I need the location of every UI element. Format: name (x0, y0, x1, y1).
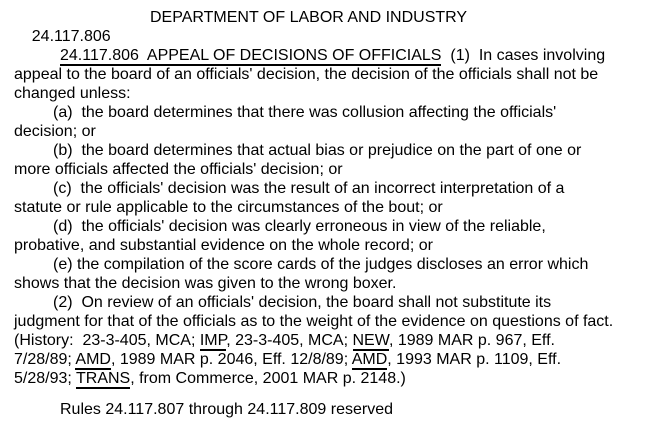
page-header (14, 8, 633, 45)
underlined-text: NEW (352, 332, 389, 349)
document-line (14, 217, 633, 236)
document-line (14, 293, 633, 312)
underlined-text: TRANS (75, 370, 131, 387)
text-segment: (1) In cases involving (441, 47, 606, 64)
document-line (14, 160, 633, 179)
header-department-title: DEPARTMENT OF LABOR AND INDUSTRY (150, 9, 468, 26)
text-segment: changed unless: (14, 85, 131, 102)
rule-text-body (14, 46, 633, 388)
document-line (14, 84, 633, 103)
text-segment: statute or rule applicable to the circumstances of the bout; or (14, 199, 443, 216)
document-line (14, 274, 633, 293)
document-line (14, 312, 633, 331)
text-segment: 5/28/93; (14, 370, 76, 387)
document-line (14, 350, 633, 369)
document-line (14, 65, 633, 84)
document-line (14, 255, 633, 274)
underlined-text: 24.117.806 APPEAL OF DECISIONS OF OFFICIALS (60, 47, 442, 64)
underlined-text: IMP (199, 332, 227, 349)
text-segment: (e) the compilation of the score cards of the judges discloses an error which (53, 256, 589, 273)
text-segment: (d) the officials' decision was clearly erroneous in view of the reliable, (53, 218, 546, 235)
text-segment: appeal to the board of an officials' decision, the decision of the officials shall not be (14, 66, 599, 83)
reserved-rules-note: Rules 24.117.807 through 24.117.809 reserved (60, 401, 393, 418)
document-line (14, 141, 633, 160)
text-segment: (a) the board determines that there was collusion affecting the officials' (53, 104, 557, 121)
document-line (14, 179, 633, 198)
document-line (14, 369, 633, 388)
text-segment: , 1993 MAR p. 1109, Eff. (387, 351, 562, 368)
text-segment: more officials affected the officials' decision; or (14, 161, 343, 178)
text-segment: , 23-3-405, MCA; (226, 332, 353, 349)
text-segment: (2) On review of an officials' decision, the board shall not substitute its (53, 294, 552, 311)
text-segment: (c) the officials' decision was the result of an incorrect interpretation of a (53, 180, 565, 197)
document-line (14, 236, 633, 255)
text-segment: judgment for that of the officials as to the weight of the evidence on questions of fact. (14, 313, 614, 330)
text-segment: , 1989 MAR p. 967, Eff. (388, 332, 555, 349)
underlined-text: AMD (75, 351, 111, 368)
document-line (14, 331, 633, 350)
text-segment: decision; or (14, 123, 96, 140)
text-segment: , from Commerce, 2001 MAR p. 2148.) (130, 370, 406, 387)
header-rule-number: 24.117.806 (31, 28, 111, 45)
document-line (14, 122, 633, 141)
document-line (14, 103, 633, 122)
document-line (14, 46, 633, 65)
text-segment: , 1989 MAR p. 2046, Eff. 12/8/89; (110, 351, 352, 368)
text-segment: (History: 23-3-405, MCA; (14, 332, 200, 349)
text-segment: shows that the decision was given to the wrong boxer. (14, 275, 397, 292)
text-segment: (b) the board determines that actual bias or prejudice on the part of one or (53, 142, 582, 159)
document-line (14, 198, 633, 217)
underlined-text: AMD (351, 351, 388, 368)
text-segment: probative, and substantial evidence on the whole record; or (14, 237, 433, 254)
text-segment: 7/28/89; (14, 351, 76, 368)
